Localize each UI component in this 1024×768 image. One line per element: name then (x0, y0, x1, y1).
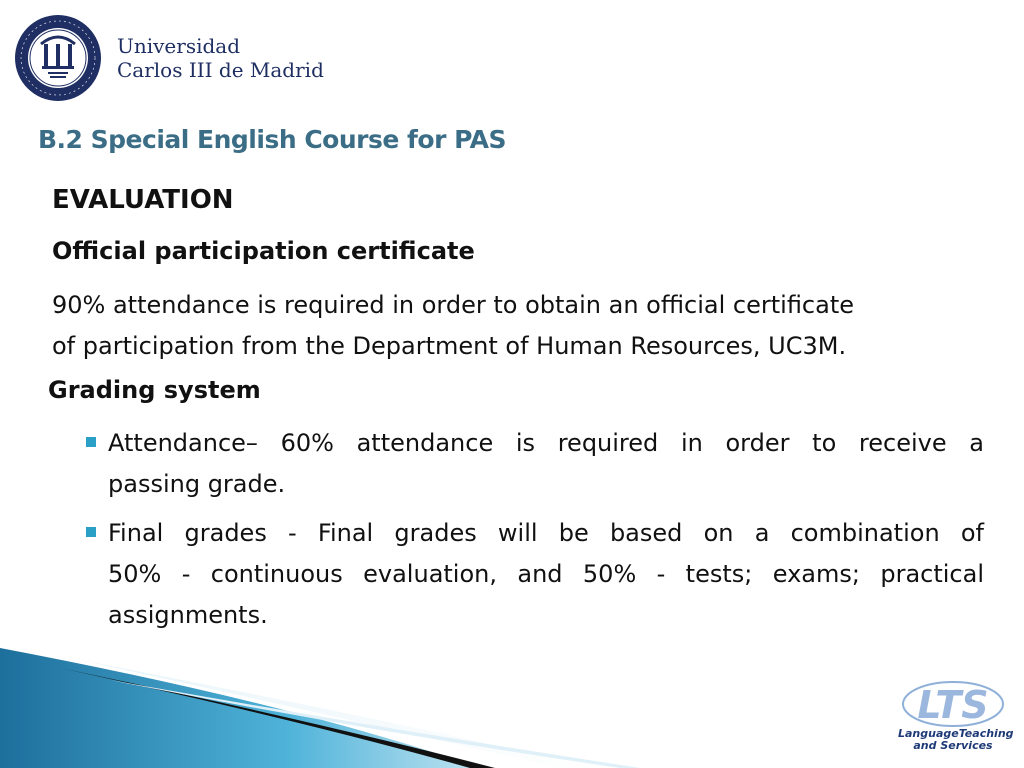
university-name-line1: Universidad (117, 34, 241, 58)
lts-letters: LTS (917, 683, 989, 727)
lts-logo (900, 678, 1006, 730)
lts-caption (898, 727, 1014, 752)
bullet-line: passing grade. (108, 470, 286, 498)
bullet-text (108, 423, 984, 505)
lts-caption-line2: and Services (913, 739, 993, 752)
certificate-text-line2: of participation from the Department of Human Resources, UC3M. (52, 332, 847, 360)
bullet-line: assignments. (108, 601, 268, 629)
square-bullet-icon (86, 437, 96, 447)
bullet-text (108, 513, 984, 636)
certificate-heading: Official participation certificate (52, 237, 475, 265)
lts-caption-line1: LanguageTeaching (898, 727, 1014, 740)
certificate-paragraph (52, 285, 982, 367)
evaluation-heading: EVALUATION (52, 185, 234, 215)
university-name-line2: Carlos III de Madrid (117, 58, 324, 82)
decorative-swoosh (0, 620, 1024, 768)
grading-heading: Grading system (48, 376, 261, 404)
slide-title: B.2 Special English Course for PAS (38, 125, 506, 154)
certificate-text-line1: 90% attendance is required in order to obtain an official certificate (52, 291, 855, 319)
bullet-line: Attendance– 60% attendance is required in order to receive a (108, 429, 984, 457)
bullet-line: Final grades - Final grades will be based on a combination of (108, 519, 984, 547)
bullet-line: 50% - continuous evaluation, and 50% - tests; exams; practical (108, 560, 984, 588)
square-bullet-icon (86, 527, 96, 537)
university-seal-logo (14, 14, 102, 102)
university-name (117, 34, 324, 82)
